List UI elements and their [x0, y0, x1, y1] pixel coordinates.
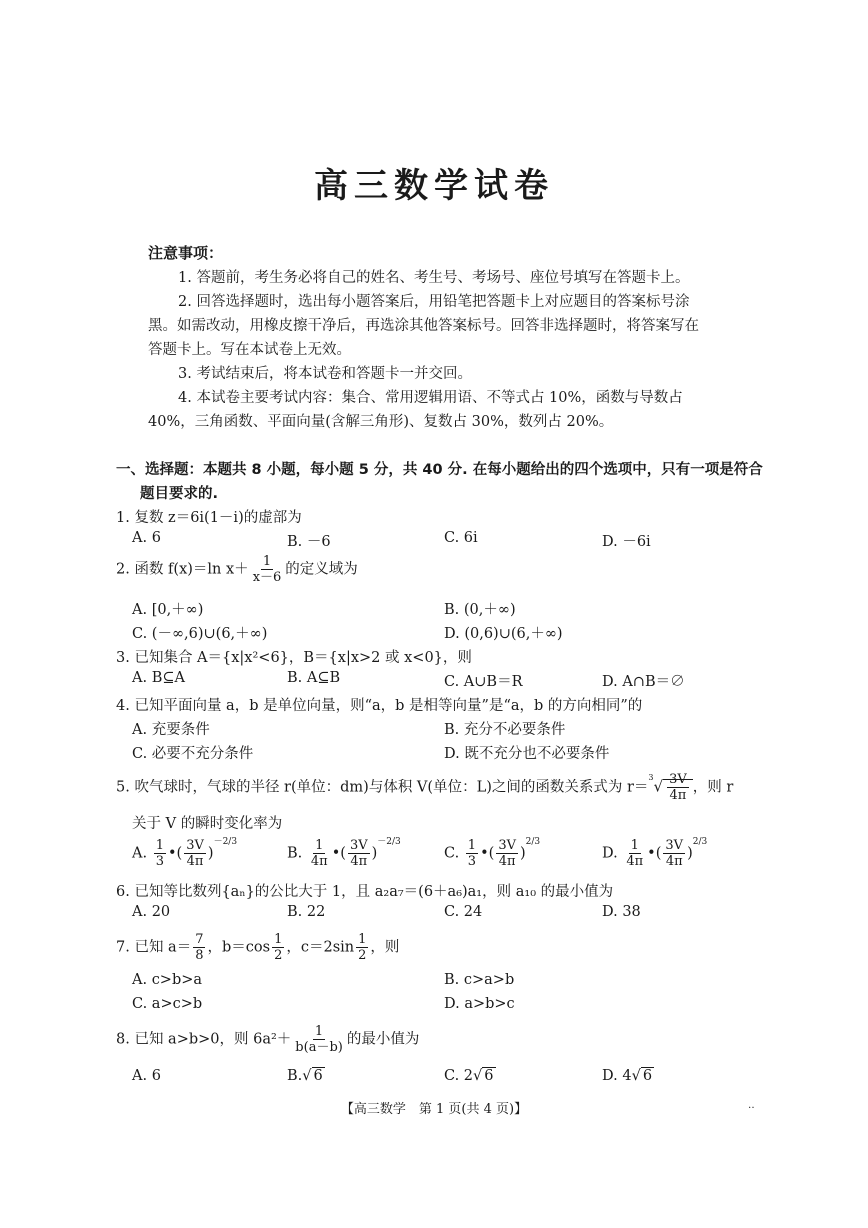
question-3-option-a: A. B⊆A — [132, 670, 185, 686]
question-8-option-a: A. 6 — [132, 1068, 161, 1084]
question-4-option-a: A. 充要条件 — [132, 722, 210, 738]
question-5-stem-end: ，则 r — [692, 779, 734, 796]
question-7-stem — [116, 932, 399, 963]
option-label: B. — [287, 1068, 303, 1084]
numerator: 1 — [274, 932, 283, 947]
question-4-stem: 4. 已知平面向量 a，b 是单位向量，则“a，b 是相等向量”是“a，b 的方向相同”的 — [116, 698, 643, 714]
option-label: C. 2 — [444, 1068, 474, 1084]
question-2-option-d: D. (0,6)∪(6,＋∞) — [444, 626, 563, 642]
question-6-stem: 6. 已知等比数列{aₙ}的公比大于 1，且 a₂a₇＝(6＋a₆)a₁，则 a₁₀ 的最小值为 — [116, 884, 614, 900]
question-2-stem-prefix: 2. 函数 f(x)＝ln x＋ — [116, 561, 249, 578]
question-1-stem: 1. 复数 z＝6i(1－i)的虚部为 — [116, 510, 302, 526]
stem-part: 7. 已知 a＝ — [116, 939, 192, 956]
radicand: 6 — [484, 1068, 494, 1084]
question-7-option-c: C. a>c>b — [132, 996, 203, 1012]
option-coefficient — [154, 838, 166, 869]
question-4-option-d: D. 既不充分也不必要条件 — [444, 746, 610, 762]
option-coefficient — [624, 838, 645, 869]
question-2-denominator: x－6 — [252, 570, 282, 585]
question-8-option-d — [602, 1068, 654, 1084]
notice-line-5: 3. 考试结束后，将本试卷和答题卡一并交回。 — [178, 366, 472, 382]
radicand: 6 — [642, 1068, 653, 1084]
coef-numerator: 1 — [155, 838, 164, 853]
coef-numerator: 1 — [315, 838, 324, 853]
dot-operator: • — [480, 845, 489, 862]
coef-denominator: 4π — [626, 854, 644, 869]
question-7-option-b: B. c>a>b — [444, 972, 515, 988]
dot-operator: • — [167, 845, 177, 862]
question-4-option-b: B. 充分不必要条件 — [444, 722, 566, 738]
question-5-option-d: D. $\frac{1}{4\pi}$ •( $\frac{3V}{4\pi}$ )$^{2/3}$ — [602, 836, 708, 869]
option-label: B. — [287, 845, 303, 862]
notice-line-4: 答题卡上。写在本试卷上无效。 — [148, 342, 351, 358]
question-5-root-index: 3 — [648, 772, 654, 782]
question-4-option-c: C. 必要不充分条件 — [132, 746, 254, 762]
stem-part: ，b＝cos — [207, 939, 271, 956]
option-coefficient — [309, 838, 330, 869]
exponent: 2/3 — [692, 836, 708, 847]
question-6-option-d: D. 38 — [602, 904, 641, 920]
option-label: D. 4 — [602, 1068, 632, 1084]
inner-numerator: 3V — [665, 838, 684, 853]
question-2-option-a: A. [0,＋∞) — [132, 602, 204, 618]
question-7-option-d: D. a>b>c — [444, 996, 515, 1012]
question-6-option-b: B. 22 — [287, 904, 326, 920]
question-5-option-c: C. $\frac{1}{3}$ •( $\frac{3V}{4\pi}$ )$^{2/3}$ — [444, 836, 541, 869]
page-title: 高三数学试卷 — [314, 166, 554, 206]
numerator: 1 — [358, 932, 367, 947]
radical-sign-icon: √ — [631, 1068, 641, 1084]
denominator: 8 — [195, 948, 204, 963]
coef-denominator: 3 — [155, 854, 164, 869]
section-heading-line-1: 一、选择题：本题共 8 小题，每小题 5 分，共 40 分. 在每小题给出的四个选项中，只有一项是符合 — [116, 462, 763, 478]
dot-operator: • — [331, 845, 341, 862]
inner-denominator: 4π — [498, 854, 516, 869]
coef-numerator: 1 — [630, 838, 639, 853]
question-3-stem: 3. 已知集合 A＝{x|x²<6}，B＝{x|x>2 或 x<0}，则 — [116, 650, 472, 666]
notice-heading: 注意事项： — [148, 244, 224, 262]
question-1-option-a: A. 6 — [132, 530, 161, 546]
question-3-option-d: D. A∩B＝∅ — [602, 674, 685, 690]
question-5-stem-line-2: 关于 V 的瞬时变化率为 — [132, 816, 283, 832]
inner-numerator: 3V — [498, 838, 516, 853]
coef-numerator: 1 — [467, 838, 477, 853]
question-2-numerator: 1 — [262, 554, 272, 569]
question-7-option-a: A. c>b>a — [132, 972, 203, 988]
corner-mark: ‥ — [748, 1100, 755, 1111]
question-5-root-numerator: 3V — [669, 772, 687, 787]
numerator: 7 — [195, 932, 204, 947]
denominator: 2 — [358, 948, 367, 963]
inner-denominator: 4π — [350, 854, 368, 869]
option-label: C. — [444, 845, 460, 862]
option-label: A. — [132, 845, 148, 862]
notice-line-6: 4. 本试卷主要考试内容：集合、常用逻辑用语、不等式占 10%，函数与导数占 — [178, 390, 683, 406]
question-8-fraction — [293, 1024, 345, 1055]
dot-operator: • — [647, 845, 656, 862]
question-5-root-fraction — [667, 772, 689, 803]
exponent: 2/3 — [525, 836, 541, 847]
stem-part: ，则 — [370, 939, 400, 956]
question-2-option-c: C. (－∞,6)∪(6,＋∞) — [132, 626, 268, 642]
question-5-option-a: A. $\frac{1}{3}$ •( $\frac{3V}{4\pi}$ )$^{-2/3}$ — [132, 836, 238, 869]
question-2-stem — [116, 554, 358, 585]
inner-numerator: 3V — [349, 838, 368, 853]
question-5-root-denominator: 4π — [669, 788, 687, 803]
radical-sign-icon: √ — [473, 1068, 483, 1084]
denominator: 2 — [274, 948, 283, 963]
question-2-fraction — [251, 554, 284, 585]
notice-line-1: 1. 答题前，考生务必将自己的姓名、考生号、考场号、座位号填写在答题卡上。 — [178, 270, 690, 286]
question-5-stem-line-1 — [116, 772, 733, 803]
fraction-c — [356, 932, 368, 963]
option-label: D. — [602, 845, 618, 862]
notice-line-2: 2. 回答选择题时，选出每小题答案后，用铅笔把答题卡上对应题目的答案标号涂 — [178, 294, 690, 310]
stem-part: ，c＝2sin — [286, 939, 355, 956]
coef-denominator: 3 — [467, 854, 477, 869]
notice-line-3: 黑。如需改动，用橡皮擦干净后，再选涂其他答案标号。回答非选择题时，将答案写在 — [148, 318, 699, 334]
question-1-option-c: C. 6i — [444, 530, 478, 546]
question-5-stem-text: 5. 吹气球时，气球的半径 r(单位：dm)与体积 V(单位：L)之间的函数关系式为 r＝ — [116, 779, 649, 796]
question-2-option-b: B. (0,＋∞) — [444, 602, 516, 618]
stem-part: 的最小值为 — [346, 1031, 420, 1048]
page-footer: 【高三数学 第 1 页(共 4 页)】 — [340, 1102, 528, 1117]
question-8-option-b — [287, 1068, 325, 1084]
question-8-option-c — [444, 1068, 496, 1084]
question-3-option-b: B. A⊆B — [287, 670, 341, 686]
question-5-option-b: B. $\frac{1}{4\pi}$ •( $\frac{3V}{4\pi}$ )$^{-2/3}$ — [287, 836, 401, 869]
inner-denominator: 4π — [186, 854, 204, 869]
denominator: b(a－b) — [295, 1040, 343, 1055]
fraction-a — [193, 932, 205, 963]
coef-denominator: 4π — [310, 854, 328, 869]
radicand: 6 — [313, 1068, 323, 1084]
question-6-option-c: C. 24 — [444, 904, 483, 920]
question-2-stem-suffix: 的定义域为 — [285, 561, 358, 578]
section-heading-line-2: 题目要求的. — [140, 486, 219, 502]
fraction-b — [272, 932, 284, 963]
inner-fraction — [184, 838, 206, 869]
question-6-option-a: A. 20 — [132, 904, 171, 920]
option-coefficient — [466, 838, 478, 869]
stem-part: 8. 已知 a>b>0，则 6a²＋ — [116, 1031, 292, 1048]
question-1-option-d: D. －6i — [602, 534, 651, 550]
radical-sign-icon: √ — [653, 777, 664, 796]
inner-fraction — [496, 838, 518, 869]
exponent: －2/3 — [377, 836, 401, 847]
radical-sign-icon: √ — [302, 1068, 312, 1084]
question-8-stem — [116, 1024, 419, 1055]
question-1-option-b: B. －6 — [287, 534, 331, 550]
exponent: －2/3 — [213, 836, 238, 847]
inner-numerator: 3V — [186, 838, 204, 853]
inner-fraction — [348, 838, 370, 869]
notice-line-7: 40%，三角函数、平面向量(含解三角形)、复数占 30%，数列占 20%。 — [148, 414, 614, 430]
inner-fraction — [663, 838, 685, 869]
question-3-option-c: C. A∪B＝R — [444, 674, 523, 690]
inner-denominator: 4π — [665, 854, 683, 869]
numerator: 1 — [314, 1024, 324, 1039]
